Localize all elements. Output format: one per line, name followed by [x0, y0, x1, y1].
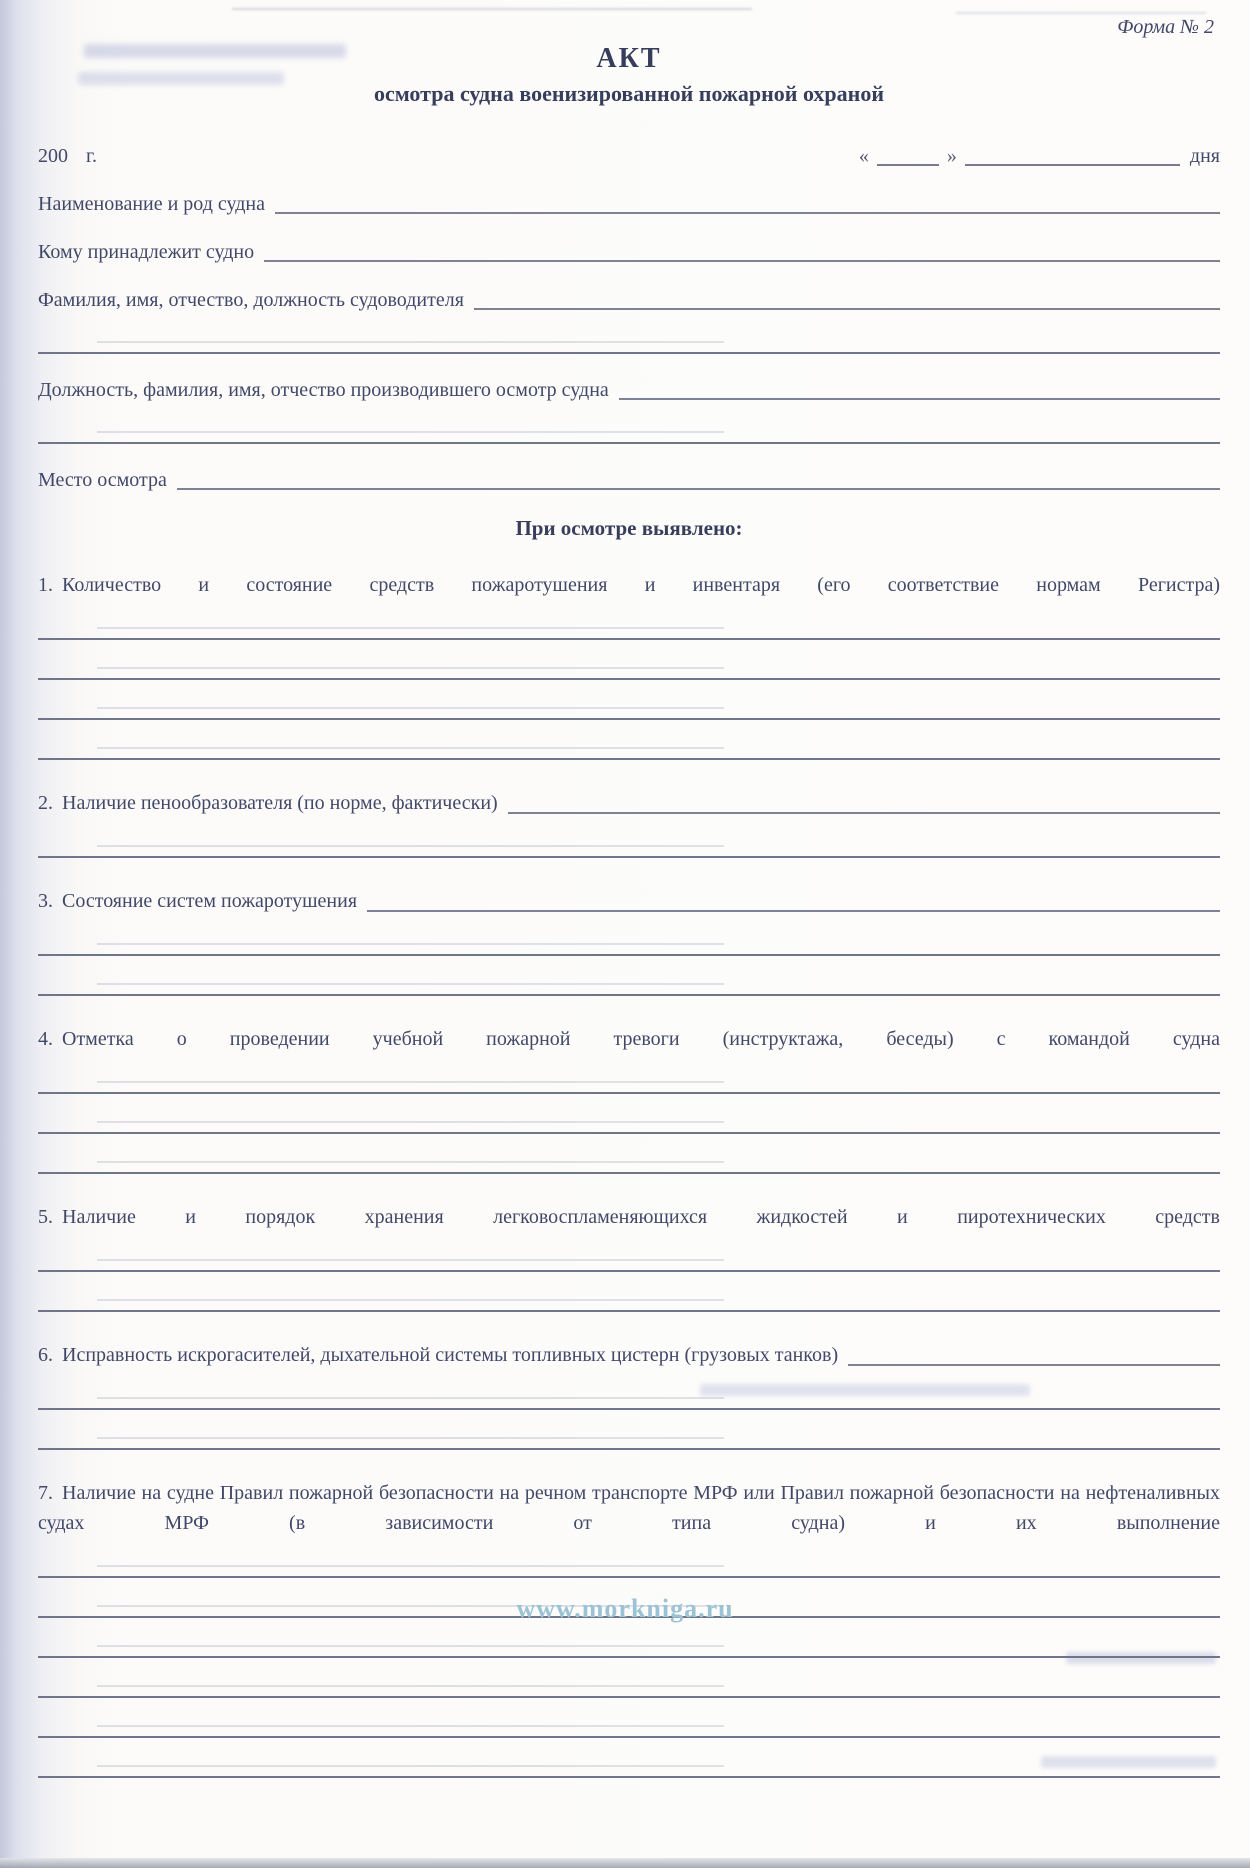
- date-blank-short: [877, 164, 939, 166]
- field-row-inspector: [38, 376, 1220, 404]
- answer-line: [508, 812, 1220, 814]
- document-subtitle: осмотра судна военизированной пожарной охраной: [373, 81, 885, 106]
- answer-line: [848, 1364, 1220, 1366]
- blank-line: [38, 1132, 1220, 1134]
- answer-lines: [38, 1092, 1220, 1174]
- blank-line: [38, 1092, 1220, 1094]
- finding-item-1: [38, 570, 1220, 600]
- blank-line: [38, 1408, 1220, 1410]
- blank-line: [38, 352, 1220, 354]
- field-line: [264, 260, 1220, 262]
- form-number: Форма № 2: [1117, 16, 1214, 38]
- item-text: Наличие пенообразователя (по норме, фактически): [62, 792, 498, 814]
- field-line: [177, 488, 1220, 490]
- blank-line: [38, 442, 1220, 444]
- answer-lines: [38, 1408, 1220, 1450]
- field-label: Место осмотра: [38, 469, 167, 491]
- date-row: [38, 142, 1220, 170]
- item-number: 2.: [38, 792, 53, 814]
- blank-line: [38, 678, 1220, 680]
- blank-line: [38, 1736, 1220, 1738]
- item-number: 4.: [38, 1028, 53, 1050]
- day-label: дня: [1189, 145, 1220, 167]
- date-fill-group: [855, 142, 1220, 170]
- field-line: [474, 308, 1220, 310]
- field-label: Должность, фамилия, имя, отчество производившего осмотр судна: [38, 379, 609, 401]
- blank-line: [38, 994, 1220, 996]
- field-label: Фамилия, имя, отчество, должность судоводителя: [38, 289, 464, 311]
- item-number: 7.: [38, 1482, 53, 1504]
- blank-line: [38, 1656, 1220, 1658]
- item-text: Отметка о проведении учебной пожарной тревоги (инструктажа, беседы) с командой судна: [62, 1028, 1220, 1050]
- blank-line: [38, 718, 1220, 720]
- answer-lines: [38, 856, 1220, 858]
- blank-line: [38, 1310, 1220, 1312]
- blank-line: [38, 1776, 1220, 1778]
- field-extra-lines: [38, 352, 1220, 354]
- finding-item-4: [38, 1024, 1220, 1054]
- date-blank-long: [965, 164, 1180, 166]
- item-number: 3.: [38, 890, 53, 912]
- watermark: www.morkniga.ru: [516, 1594, 734, 1623]
- field-line: [275, 212, 1220, 214]
- document-title: АКТ: [596, 43, 662, 74]
- item-text: Исправность искрогасителей, дыхательной системы топливных цистерн (грузовых танков): [62, 1344, 839, 1366]
- blank-line: [38, 1270, 1220, 1272]
- blank-line: [38, 1448, 1220, 1450]
- blank-line: [38, 638, 1220, 640]
- finding-item-7: [38, 1478, 1220, 1538]
- field-row-vessel-name: [38, 190, 1220, 218]
- item-number: 6.: [38, 1344, 53, 1366]
- answer-lines: [38, 1270, 1220, 1312]
- item-number: 1.: [38, 574, 53, 596]
- close-quote: »: [946, 145, 957, 167]
- field-row-vessel-owner: [38, 238, 1220, 266]
- blank-line: [38, 954, 1220, 956]
- blank-line: [38, 856, 1220, 858]
- page-bottom-edge: [0, 1858, 1250, 1868]
- finding-item-2: [38, 788, 1220, 818]
- finding-item-5: [38, 1202, 1220, 1232]
- blank-line: [38, 758, 1220, 760]
- item-text: Наличие на судне Правил пожарной безопасности на речном транспорте МРФ или Правил пожарной безопасности на нефтеналивных судах МРФ (в зависимости от типа судна) и их выполнение: [38, 1482, 1220, 1534]
- field-label: Кому принадлежит судно: [38, 241, 255, 263]
- field-extra-lines: [38, 442, 1220, 444]
- field-label: Наименование и род судна: [38, 193, 266, 215]
- item-text: Наличие и порядок хранения легковоспламеняющихся жидкостей и пиротехнических средств: [62, 1206, 1220, 1228]
- open-quote: «: [858, 145, 869, 167]
- field-line: [619, 398, 1220, 400]
- year-unit: г.: [86, 145, 97, 167]
- answer-lines: [38, 954, 1220, 996]
- blank-line: [38, 1172, 1220, 1174]
- answer-lines: [38, 638, 1220, 760]
- item-text: Состояние систем пожаротушения: [62, 890, 358, 912]
- item-number: 5.: [38, 1206, 53, 1228]
- blank-line: [38, 1696, 1220, 1698]
- field-row-inspection-place: [38, 466, 1220, 494]
- year-prefix: 200: [38, 145, 68, 167]
- blank-line: [38, 1576, 1220, 1578]
- findings-heading: При осмотре выявлено:: [515, 516, 743, 540]
- item-text: Количество и состояние средств пожаротушения и инвентаря (его соответствие нормам Регистра): [62, 574, 1220, 596]
- finding-item-3: [38, 886, 1220, 916]
- finding-item-6: [38, 1340, 1220, 1370]
- answer-line: [367, 910, 1220, 912]
- year-label: [38, 142, 97, 170]
- field-row-boatmaster: [38, 286, 1220, 314]
